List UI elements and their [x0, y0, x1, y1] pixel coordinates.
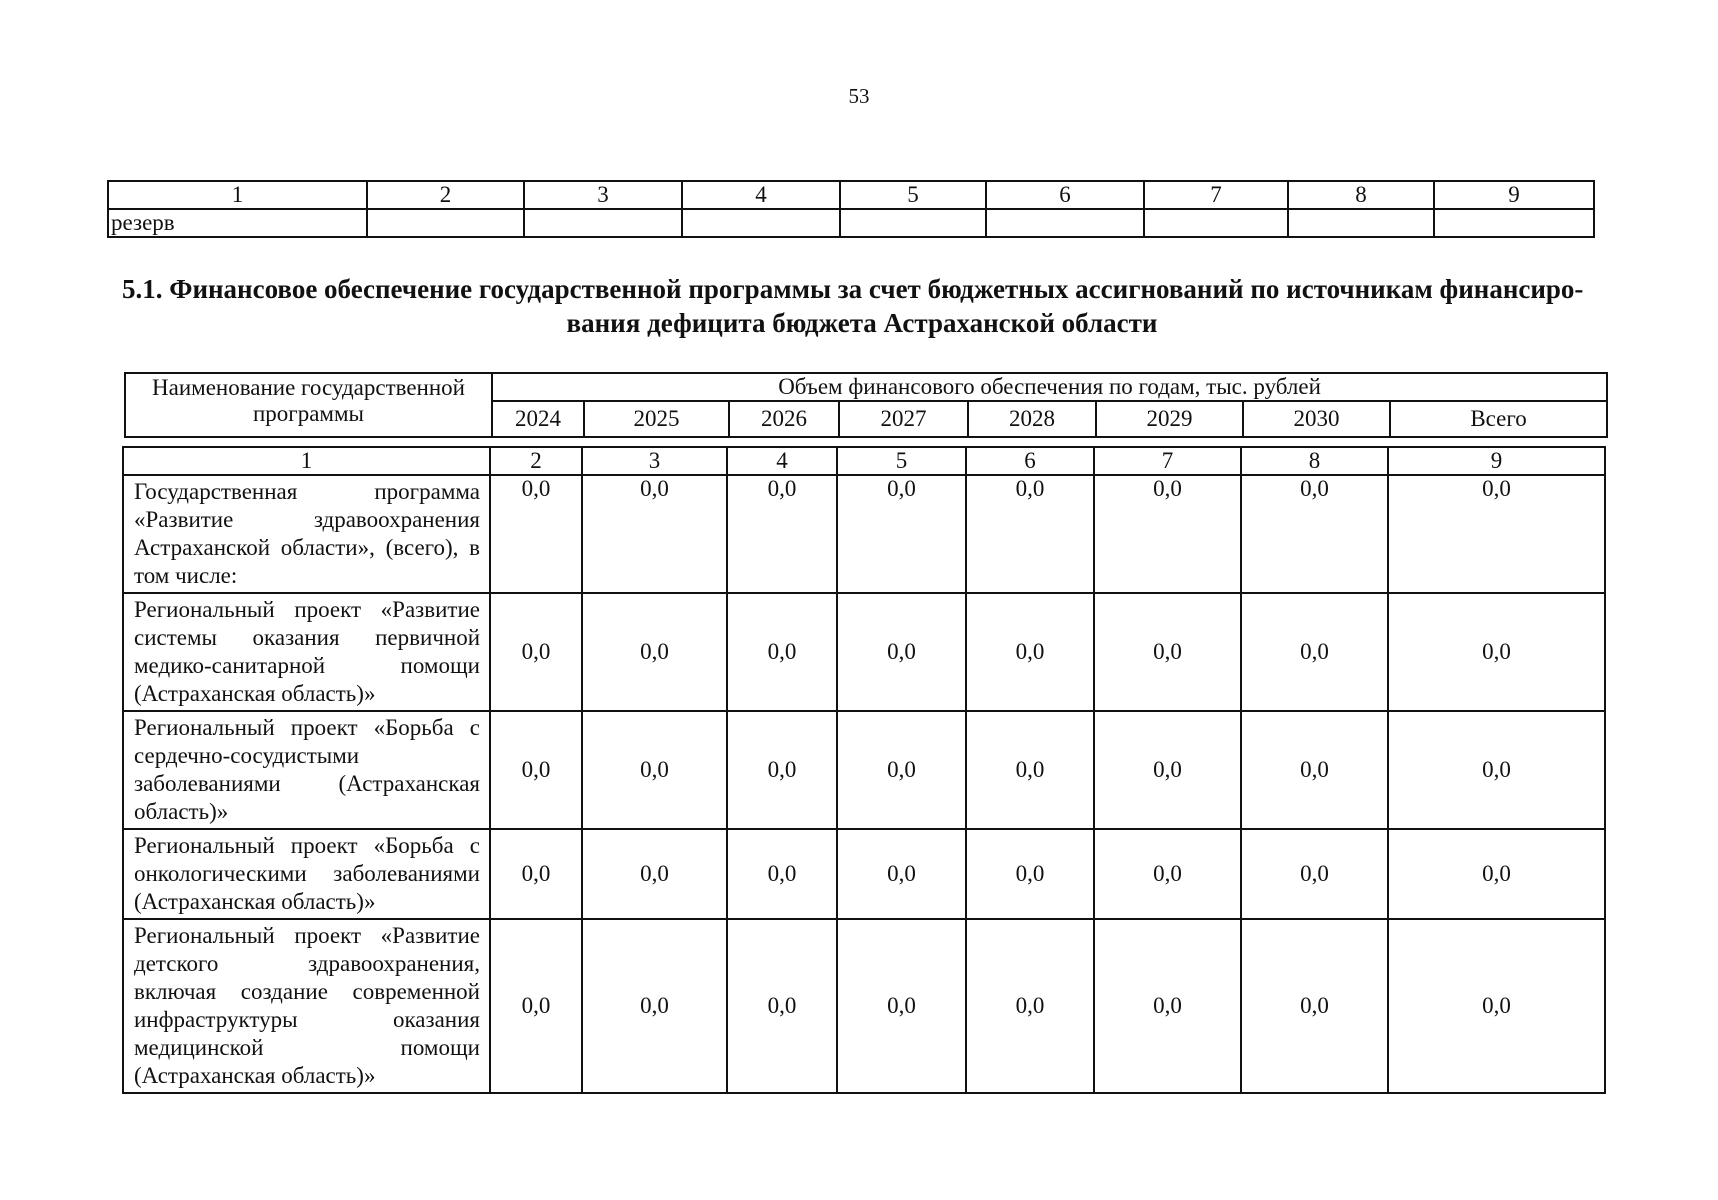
value-cell: 0,0	[1388, 593, 1605, 711]
column-number: 5	[840, 181, 986, 209]
empty-cell	[986, 209, 1144, 237]
reserve-label: резерв	[108, 209, 367, 237]
value-cell: 0,0	[1094, 475, 1241, 593]
volume-header: Объем финансового обеспечения по годам, тыс. рублей	[492, 373, 1607, 401]
value-cell: 0,0	[966, 829, 1094, 919]
value-cell: 0,0	[837, 711, 966, 829]
empty-cell	[682, 209, 840, 237]
value-cell: 0,0	[966, 919, 1094, 1093]
value-cell: 0,0	[490, 829, 582, 919]
column-number: 6	[986, 181, 1144, 209]
value-cell: 0,0	[1241, 829, 1388, 919]
column-number: 8	[1288, 181, 1434, 209]
value-cell: 0,0	[582, 475, 727, 593]
column-number: 1	[108, 181, 367, 209]
value-cell: 0,0	[1241, 475, 1388, 593]
column-number-row	[123, 447, 1605, 475]
value-cell: 0,0	[727, 711, 837, 829]
column-number: 3	[582, 447, 727, 475]
value-cell: 0,0	[1388, 829, 1605, 919]
empty-cell	[1144, 209, 1288, 237]
table-row	[123, 711, 1605, 829]
value-cell: 0,0	[1094, 829, 1241, 919]
value-cell: 0,0	[837, 829, 966, 919]
column-number: 5	[837, 447, 966, 475]
value-cell: 0,0	[1094, 593, 1241, 711]
project-name: Региональный проект «Борьба с онкологическими заболеваниями (Астраханская область)»	[123, 829, 490, 919]
column-number-row	[108, 181, 1594, 209]
year-header: 2024	[492, 401, 584, 437]
value-cell: 0,0	[1094, 711, 1241, 829]
empty-cell	[1434, 209, 1594, 237]
column-number: 2	[367, 181, 524, 209]
year-header: 2025	[584, 401, 729, 437]
value-cell: 0,0	[1388, 711, 1605, 829]
column-number: 8	[1241, 447, 1388, 475]
year-header: 2029	[1096, 401, 1243, 437]
column-number: 2	[490, 447, 582, 475]
program-name: Государственная программа «Развитие здравоохранения Астраханской области», (всего), в том числе:	[123, 475, 490, 593]
value-cell: 0,0	[582, 593, 727, 711]
column-number: 6	[966, 447, 1094, 475]
empty-cell	[840, 209, 986, 237]
value-cell: 0,0	[837, 475, 966, 593]
table-row	[123, 593, 1605, 711]
value-cell: 0,0	[1241, 711, 1388, 829]
section-heading-line-2: вания дефицита бюджета Астраханской области	[566, 308, 1158, 338]
section-heading-line-1: 5.1. Финансовое обеспечение государственной программы за счет бюджетных ассигнований по источникам финансиро-	[122, 274, 1584, 304]
page-number: 53	[848, 84, 870, 108]
continuation-table	[107, 180, 1595, 238]
value-cell: 0,0	[490, 711, 582, 829]
value-cell: 0,0	[1388, 475, 1605, 593]
value-cell: 0,0	[727, 919, 837, 1093]
program-name-header: Наименование государственной программы	[125, 373, 492, 437]
value-cell: 0,0	[1388, 919, 1605, 1093]
project-name: Региональный проект «Развитие системы оказания первичной медико-санитарной помощи (Астраханская область)»	[123, 593, 490, 711]
finance-table-body	[122, 446, 1606, 1094]
value-cell: 0,0	[582, 711, 727, 829]
value-cell: 0,0	[490, 593, 582, 711]
column-number: 7	[1094, 447, 1241, 475]
year-header: 2028	[968, 401, 1096, 437]
section-heading	[122, 272, 1602, 340]
table-row	[123, 919, 1605, 1093]
project-name: Региональный проект «Борьба с сердечно-сосудистыми заболеваниями (Астраханская область)»	[123, 711, 490, 829]
value-cell: 0,0	[966, 475, 1094, 593]
empty-cell	[367, 209, 524, 237]
column-number: 1	[123, 447, 490, 475]
value-cell: 0,0	[1241, 919, 1388, 1093]
value-cell: 0,0	[727, 593, 837, 711]
value-cell: 0,0	[490, 919, 582, 1093]
column-number: 9	[1434, 181, 1594, 209]
table-row	[123, 829, 1605, 919]
table-row	[123, 475, 1605, 593]
value-cell: 0,0	[490, 475, 582, 593]
value-cell: 0,0	[966, 711, 1094, 829]
value-cell: 0,0	[1241, 593, 1388, 711]
value-cell: 0,0	[837, 919, 966, 1093]
value-cell: 0,0	[727, 829, 837, 919]
year-header: 2030	[1243, 401, 1390, 437]
empty-cell	[1288, 209, 1434, 237]
column-number: 4	[727, 447, 837, 475]
value-cell: 0,0	[1094, 919, 1241, 1093]
year-header: 2027	[839, 401, 968, 437]
year-header: 2026	[729, 401, 839, 437]
column-number: 3	[524, 181, 682, 209]
column-number: 9	[1388, 447, 1605, 475]
column-number: 4	[682, 181, 840, 209]
finance-table-header	[124, 372, 1608, 438]
project-name: Региональный проект «Развитие детского здравоохранения, включая создание современной инфраструктуры оказания медицинской помощи (Астраханская область)»	[123, 919, 490, 1093]
value-cell: 0,0	[837, 593, 966, 711]
total-header: Всего	[1390, 401, 1607, 437]
value-cell: 0,0	[582, 919, 727, 1093]
empty-cell	[524, 209, 682, 237]
value-cell: 0,0	[966, 593, 1094, 711]
reserve-row	[108, 209, 1594, 237]
column-number: 7	[1144, 181, 1288, 209]
value-cell: 0,0	[727, 475, 837, 593]
value-cell: 0,0	[582, 829, 727, 919]
